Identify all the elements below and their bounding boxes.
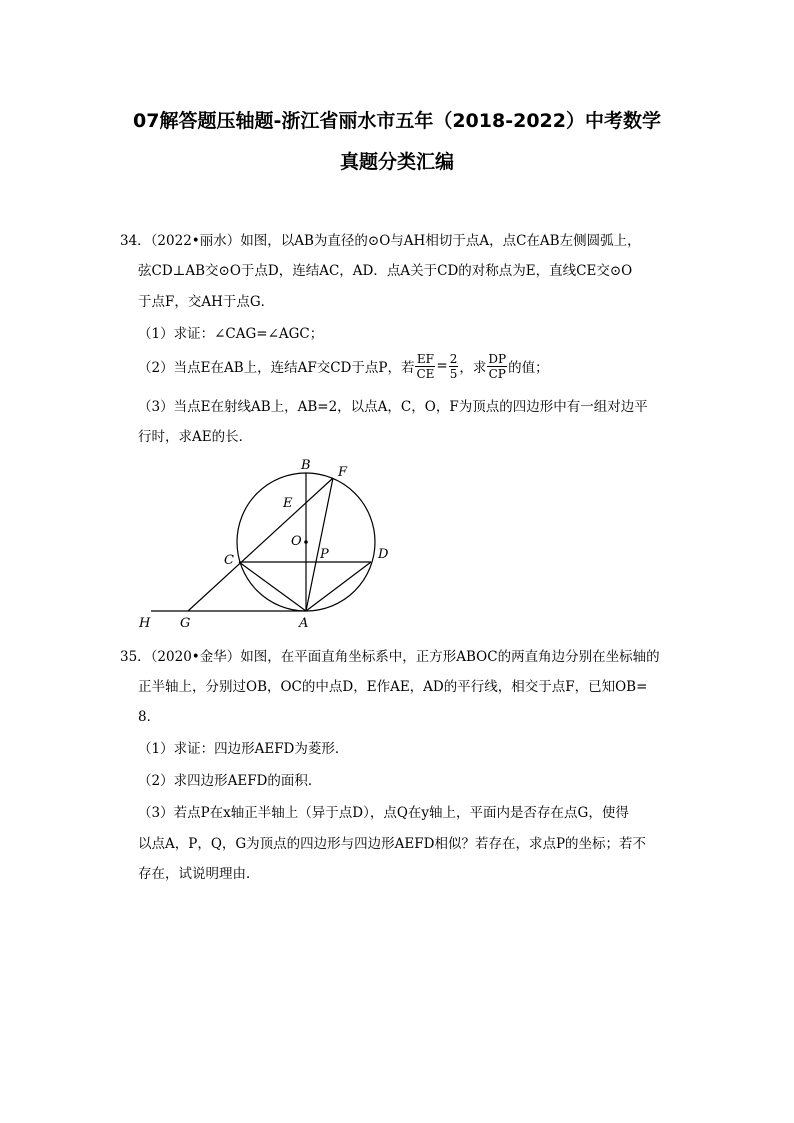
segment-ac bbox=[239, 562, 306, 611]
q35-sub-1: （1）求证：四边形AEFD为菱形． bbox=[138, 741, 349, 757]
q34-sub-2-text-a: （2）当点E在AB上，连结AF交CD于点P，若 bbox=[138, 360, 415, 376]
label-h: H bbox=[139, 616, 151, 631]
q34-line-2: 弦CD⊥AB交⊙O于点D，连结AC，AD．点A关于CD的对称点为E，直线CE交⊙O bbox=[138, 263, 633, 279]
label-p: P bbox=[320, 547, 329, 562]
center-point-o bbox=[304, 540, 308, 544]
segment-ad bbox=[306, 562, 371, 611]
fraction-denominator: 5 bbox=[449, 366, 458, 381]
fraction-numerator: DP bbox=[488, 351, 507, 366]
label-o: O bbox=[291, 534, 302, 549]
label-a: A bbox=[299, 616, 309, 631]
fraction-denominator: CP bbox=[488, 366, 506, 381]
equals-sign: = bbox=[436, 358, 448, 374]
fraction-numerator: 2 bbox=[449, 351, 458, 366]
label-d: D bbox=[378, 547, 389, 562]
q35-sub-2: （2）求四边形AEFD的面积． bbox=[138, 773, 322, 789]
label-e: E bbox=[283, 496, 293, 511]
q34-line-1: 34．（2022•丽水）如图，以AB为直径的⊙O与AH相切于点A，点C在AB左侧圆弧上， bbox=[120, 233, 641, 249]
q34-sub-3-line-2: 行时，求AE的长． bbox=[138, 429, 253, 445]
q35-sub-3-line-3: 存在，试说明理由． bbox=[138, 866, 260, 882]
label-f: F bbox=[338, 465, 348, 480]
document-title-line-1: 07解答题压轴题-浙江省丽水市五年（2018-2022）中考数学 bbox=[133, 110, 661, 132]
q34-sub-2-text-c: 的值； bbox=[508, 360, 549, 376]
q35-sub-3-line-2: 以点A，P，Q，G为顶点的四边形与四边形AEFD相似？若存在，求点P的坐标；若不 bbox=[138, 836, 647, 852]
q34-sub-3-line-1: （3）当点E在射线AB上，AB=2，以点A，C，O，F为顶点的四边形中有一组对边平 bbox=[138, 399, 648, 415]
q34-line-3: 于点F，交AH于点G． bbox=[138, 294, 275, 310]
q34-sub-1: （1）求证：∠CAG=∠AGC； bbox=[138, 326, 324, 342]
label-b: B bbox=[301, 458, 311, 473]
fraction-numerator: EF bbox=[416, 351, 434, 366]
q35-line-1: 35．（2020•金华）如图，在平面直角坐标系中，正方形ABOC的两直角边分别在坐标轴的 bbox=[120, 649, 660, 665]
label-c: C bbox=[224, 553, 234, 568]
line-gf bbox=[188, 478, 333, 611]
q34-sub-2-text-b: ，求 bbox=[459, 360, 487, 376]
document-title-line-2: 真题分类汇编 bbox=[339, 151, 454, 173]
segment-af bbox=[306, 478, 333, 611]
fraction-denominator: CE bbox=[416, 366, 435, 381]
q35-line-3: 8． bbox=[138, 709, 161, 725]
label-g: G bbox=[180, 616, 191, 631]
q35-sub-3-line-1: （3）若点P在x轴正半轴上（异于点D），点Q在y轴上，平面内是否存在点G，使得 bbox=[138, 805, 629, 821]
q35-line-2: 正半轴上，分别过OB，OC的中点D，E作AE，AD的平行线，相交于点F，已知OB= bbox=[138, 679, 648, 695]
